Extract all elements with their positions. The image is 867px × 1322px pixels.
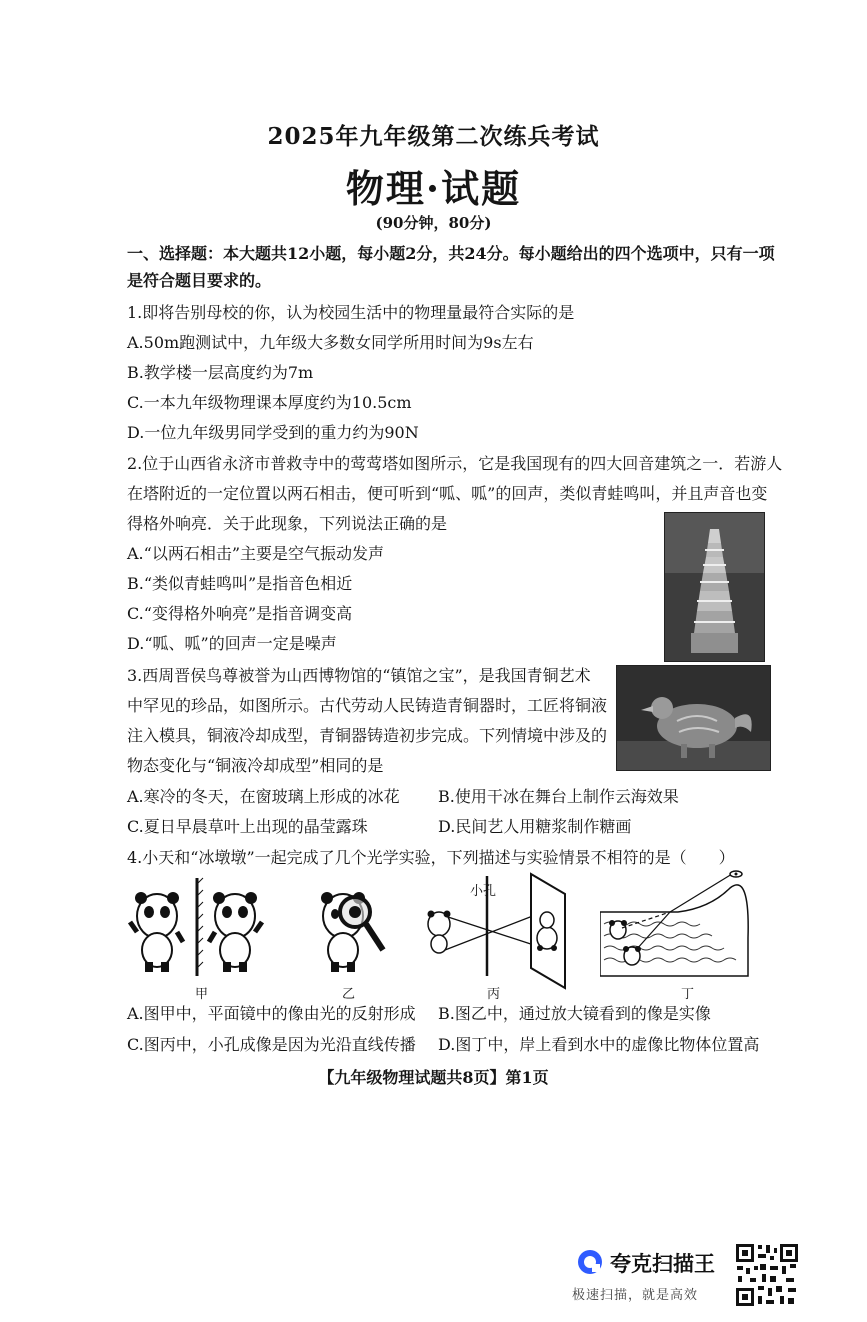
q1-option-a: A.50m跑测试中，九年级大多数女同学所用时间为9s左右 bbox=[127, 333, 534, 352]
q4-option-c: C.图丙中，小孔成像是因为光沿直线传播 bbox=[127, 1035, 416, 1054]
q4-option-a: A.图甲中，平面镜中的像由光的反射形成 bbox=[127, 1004, 416, 1023]
q3-stem-line1: 3.西周晋侯鸟尊被誉为山西博物馆的“镇馆之宝”，是我国青铜艺术 bbox=[127, 666, 591, 685]
brand-slogan: 极速扫描，就是高效 bbox=[572, 1288, 699, 1303]
figure-label-ding: 丁 bbox=[681, 987, 695, 1002]
section-heading-line2: 是符合题目要求的。 bbox=[127, 271, 272, 290]
time-score: (90分钟，80分) bbox=[375, 214, 492, 232]
q1-option-c: C.一本九年级物理课本厚度约为10.5cm bbox=[127, 393, 412, 412]
q4-option-b: B.图乙中，通过放大镜看到的像是实像 bbox=[438, 1004, 711, 1023]
figure-label-jia: 甲 bbox=[195, 987, 209, 1002]
q3-option-c: C.夏日早晨草叶上出现的晶莹露珠 bbox=[127, 817, 368, 836]
qr-code bbox=[734, 1242, 800, 1308]
light-rays bbox=[445, 912, 543, 950]
q1-option-b: B.教学楼一层高度约为7m bbox=[127, 363, 314, 382]
figure-pinhole bbox=[423, 872, 573, 990]
subject-title: 物理·试题 bbox=[345, 166, 522, 211]
figure-label-bing: 丙 bbox=[487, 987, 501, 1002]
q2-stem-line2: 在塔附近的一定位置以两石相击，便可听到“呱、呱”的回声，类似青蛙鸣叫，并且声音也变 bbox=[127, 484, 768, 503]
bird-zun-photo bbox=[616, 665, 771, 771]
q2-stem-line3: 得格外响亮．关于此现象，下列说法正确的是 bbox=[127, 514, 448, 533]
section-heading-line1: 一、选择题：本大题共12小题，每小题2分，共24分。每小题给出的四个选项中，只有一项 bbox=[127, 244, 775, 263]
q2-option-c: C.“变得格外响亮”是指音调变高 bbox=[127, 604, 353, 623]
pagoda-image bbox=[665, 513, 764, 661]
q2-option-a: A.“以两石相击”主要是空气振动发声 bbox=[127, 544, 385, 563]
panda-figure-ding-virtual bbox=[609, 920, 627, 939]
q3-stem-line3: 注入模具，铜液冷却成型，青铜器铸造初步完成。下列情境中涉及的 bbox=[127, 726, 608, 745]
figure-magnifier bbox=[305, 872, 395, 990]
q3-stem-line2: 中罕见的珍品，如图所示。古代劳动人民铸造青铜器时，工匠将铜液 bbox=[127, 696, 608, 715]
q2-stem-line1: 2.位于山西省永济市普救寺中的莺莺塔如图所示，它是我国现有的四大回音建筑之一．若游人 bbox=[127, 454, 783, 473]
q3-option-d: D.民间艺人用糖浆制作糖画 bbox=[438, 817, 632, 836]
figure-plane-mirror bbox=[125, 872, 265, 990]
q2-option-b: B.“类似青蛙鸣叫”是指音色相近 bbox=[127, 574, 353, 593]
exam-title: 2025年九年级第二次练兵考试 bbox=[267, 123, 600, 150]
figure-label-yi: 乙 bbox=[342, 987, 356, 1002]
panda-figure-jia-left bbox=[130, 892, 183, 972]
q4-stem: 4.小天和“冰墩墩”一起完成了几个光学实验，下列描述与实验情景不相符的是（ ） bbox=[127, 848, 735, 867]
page-footer: 【九年级物理试题共8页】第1页 bbox=[318, 1068, 549, 1087]
q3-option-b: B.使用干冰在舞台上制作云海效果 bbox=[438, 787, 679, 806]
pinhole-label: 小孔 bbox=[470, 884, 497, 899]
q1-stem: 1.即将告别母校的你，认为校园生活中的物理量最符合实际的是 bbox=[127, 303, 575, 322]
panda-figure-bing-image bbox=[537, 912, 557, 951]
q4-option-d: D.图丁中，岸上看到水中的虚像比物体位置高 bbox=[438, 1035, 760, 1054]
q3-stem-line4: 物态变化与“铜液冷却成型”相同的是 bbox=[127, 756, 384, 775]
quark-logo-icon bbox=[576, 1248, 604, 1276]
panda-figure-ding-real bbox=[623, 946, 641, 965]
pagoda-photo bbox=[664, 512, 765, 662]
panda-figure-jia-image bbox=[209, 892, 262, 972]
brand-name: 夸克扫描王 bbox=[610, 1252, 715, 1276]
eye-icon bbox=[730, 871, 742, 877]
bird-zun-image bbox=[617, 666, 770, 770]
q1-option-d: D.一位九年级男同学受到的重力约为90N bbox=[127, 423, 419, 442]
q3-option-a: A.寒冷的冬天，在窗玻璃上形成的冰花 bbox=[127, 787, 400, 806]
figure-refraction bbox=[600, 868, 750, 986]
q2-option-d: D.“呱、呱”的回声一定是噪声 bbox=[127, 634, 337, 653]
